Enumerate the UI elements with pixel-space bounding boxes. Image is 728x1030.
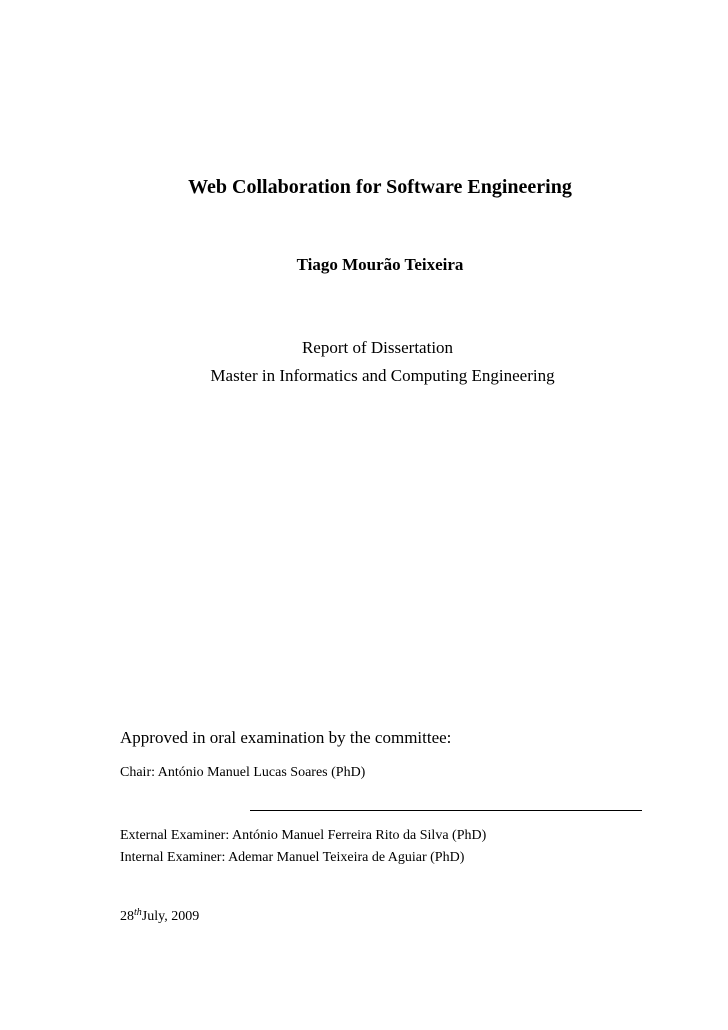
document-title: Web Collaboration for Software Engineering xyxy=(188,176,572,198)
committee-heading: Approved in oral examination by the committee: xyxy=(120,728,452,747)
degree-programme: Master in Informatics and Computing Engineering xyxy=(210,366,555,385)
date-ordinal-suffix: th xyxy=(134,907,142,918)
date-month-year: July, 2009 xyxy=(141,909,200,924)
internal-examiner: Internal Examiner: Ademar Manuel Teixeira de Aguiar (PhD) xyxy=(120,850,465,865)
report-type: Report of Dissertation xyxy=(301,338,454,357)
date-day: 28 xyxy=(120,909,134,924)
committee-chair: Chair: António Manuel Lucas Soares (PhD) xyxy=(120,765,366,780)
external-examiner: External Examiner: António Manuel Ferreira Rito da Silva (PhD) xyxy=(120,828,487,843)
document-date xyxy=(120,908,199,926)
author-name: Tiago Mourão Teixeira xyxy=(296,255,464,274)
signature-line xyxy=(250,810,642,811)
